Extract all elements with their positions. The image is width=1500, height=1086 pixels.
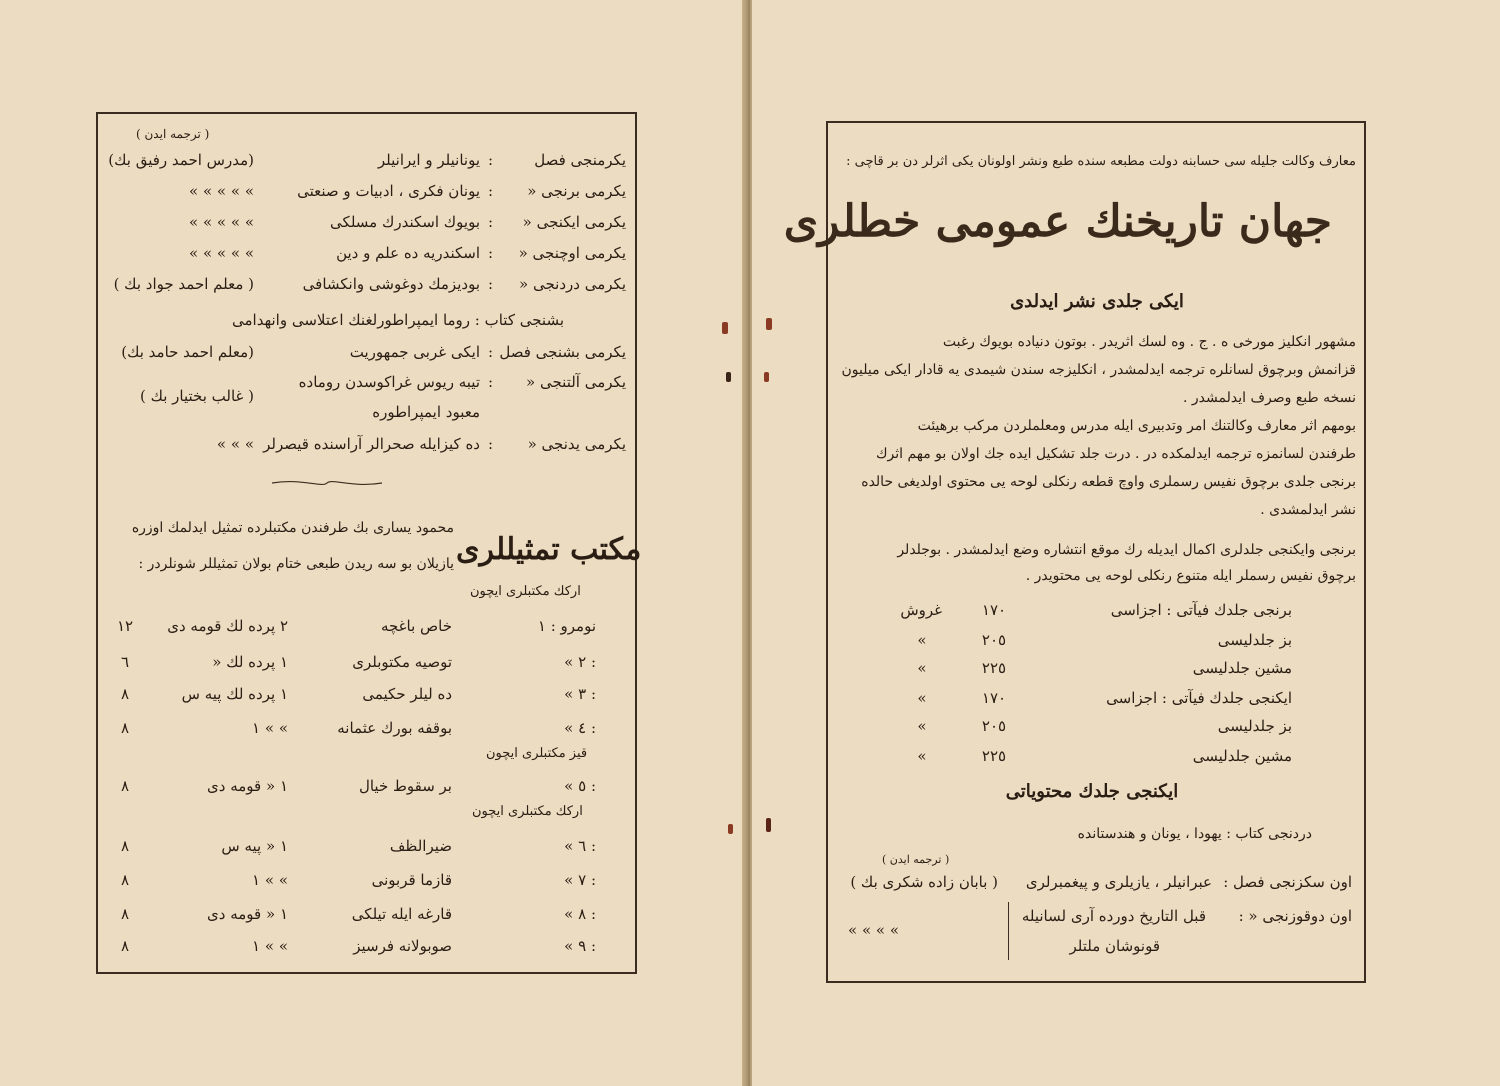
play-number: « ٣ :: [564, 685, 596, 703]
right-page: [752, 0, 1500, 1086]
play-price: ٨: [120, 719, 130, 737]
paragraph-line: برنجی جلدی برچوق نفیس رسملری واوچ قطعه رنکلی لوحه یی محتوی اولدیغی حالده: [861, 474, 1356, 490]
price-value: ٢٠٥: [981, 717, 1007, 735]
ch19-number: اون دوقوزنجی « :: [1238, 907, 1352, 925]
price-label: ایکنجی جلدك فیآتی : اجزاسی: [1106, 689, 1292, 707]
book-subtitle: ایکی جلدی نشر ایدلدی: [1010, 291, 1184, 312]
paragraph-line: بومهم اثر معارف وکالتنك امر وتدبیری ایله مدرس ومعلملردن مرکب برهیئت: [917, 418, 1356, 434]
play-number: « ٨ :: [564, 905, 596, 923]
play-number: « ٧ :: [564, 871, 596, 889]
play-number: « ٤ :: [564, 719, 596, 737]
ch19-title-line1: قبل التاریخ دورده آری لسانیله: [1021, 907, 1206, 925]
price-label: بز جلدلیسی: [1217, 631, 1292, 649]
play-number: نومرو : ١: [537, 617, 596, 635]
play-acts: ١ « قومه دی: [207, 777, 288, 795]
group-boys-label-2: ارکك مکتبلری ایچون: [472, 804, 583, 819]
price-value: ٢٢٥: [981, 747, 1007, 765]
chapter-number: یکرمی اوچنجی «: [518, 244, 626, 262]
paragraph-line: برنجی وایکنجی جلدلری اکمال ایدیله رك موقع انتشاره وضع ایدلمشدر . بوجلدلر: [897, 542, 1356, 558]
price-value: ١٧٠: [981, 689, 1007, 707]
chapter-title: یونانیلر و ایرانیلر: [377, 151, 480, 169]
chapter-translator: (مدرس احمد رفیق بك): [108, 151, 254, 169]
chapter-translator: « « « « «: [189, 244, 254, 262]
book5-line: بشنجی کتاب : روما ایمپراطورلغنك اعتلاسی وانهدامی: [232, 311, 565, 329]
intro-line-1: محمود یساری بك طرفندن مکتبلرده تمثیل ایدلمك اوزره: [131, 520, 454, 536]
chapter-title: بویوك اسکندرك مسلکی: [330, 213, 480, 231]
chapter-separator: :: [488, 373, 494, 391]
play-price: ٨: [120, 871, 130, 889]
paragraph-line: قزانمش وبرچوق لسانلره ترجمه ایدلمشدر ، انکلیزجه سندن شیمدی یه قادار ایکی میلیون: [841, 362, 1356, 378]
chapter-translator: « « « « «: [189, 213, 254, 231]
page-stain: [766, 318, 772, 330]
chapter-separator: :: [488, 435, 494, 453]
intro-line-2: یازیلان بو سه ریدن طبعی ختام بولان تمثیللر شونلردر :: [138, 556, 454, 572]
play-price: ٨: [120, 685, 130, 703]
group-girls-label: قیز مکتبلری ایچون: [486, 746, 588, 761]
ch18-number: اون سکزنجی فصل :: [1223, 873, 1352, 891]
chapter-title: بودیزمك دوغوشی وانکشافی: [302, 275, 480, 293]
chapter-number: یکرمی بشنجی فصل: [499, 343, 626, 361]
play-title: صوبولانه فرسیز: [353, 937, 452, 955]
price-label: مشین جلدلیسی: [1192, 659, 1292, 677]
chapter-title: ده کیزایله صحرالر آراسنده قیصرلر: [263, 435, 480, 453]
ch18-title: عبرانیلر ، یازیلری و پیغمبرلری: [1025, 873, 1212, 891]
play-price: ٨: [120, 905, 130, 923]
contents-title: ایکنجی جلدك محتویاتی: [1005, 781, 1179, 802]
price-unit: «: [917, 689, 927, 707]
play-acts: ٢ پرده لك قومه دی: [167, 617, 288, 635]
play-number: « ٥ :: [564, 777, 596, 795]
chapter-title: معبود ایمپراطوره: [372, 403, 480, 421]
chapter-number: یکرمنجی فصل: [534, 151, 626, 169]
page-stain: [726, 372, 731, 382]
chapter-translator: « « «: [216, 435, 254, 453]
book4-line: دردنجی کتاب : یهودا ، یونان و هندستانده: [1077, 826, 1312, 842]
chapter-separator: :: [488, 343, 494, 361]
chapter-translator: ( غالب بختیار بك ): [139, 387, 254, 405]
chapter-number: یکرمی آلتنجی «: [526, 373, 626, 391]
page-stain: [722, 322, 728, 334]
chapter-separator: :: [488, 275, 494, 293]
ch18-translator: ( بابان زاده شکری بك ): [850, 873, 998, 891]
play-price: ١٢: [116, 617, 134, 635]
chapter-separator: :: [488, 151, 494, 169]
paragraph-line: نشر ایدلمشدی .: [1260, 502, 1356, 518]
play-acts: ١ « «: [252, 937, 288, 955]
chapter-number: یکرمی دردنجی «: [519, 275, 626, 293]
play-title: ضیرالظف: [389, 837, 452, 855]
translator-header: ( ترجمه ایدن ): [136, 127, 210, 141]
group-boys-label: ارکك مکتبلری ایچون: [470, 584, 581, 599]
chapter-title: ایکی غربی جمهوریت: [349, 343, 480, 361]
play-number: « ٦ :: [564, 837, 596, 855]
translator-note: ( ترجمه ایدن ): [882, 853, 950, 866]
play-acts: ١ پرده لك پیه س: [181, 685, 288, 703]
paragraph-line: نسخه طبع وصرف ایدلمشدر .: [1183, 390, 1356, 406]
price-label: برنجی جلدك فیآتی : اجزاسی: [1110, 601, 1292, 619]
price-value: ٢٢٥: [981, 659, 1007, 677]
play-title: ده لیلر حکیمی: [362, 685, 452, 703]
price-unit: غروش: [900, 601, 942, 619]
school-plays-title: مکتب تمثیللری: [456, 532, 642, 567]
price-label: بز جلدلیسی: [1217, 717, 1292, 735]
play-acts: ١ « «: [252, 719, 288, 737]
book-title: جهان تاریخنك عمومی خطلری: [783, 196, 1332, 247]
chapter-separator: :: [488, 244, 494, 262]
play-title: خاص باغچه: [380, 617, 452, 635]
left-page: [0, 0, 745, 1086]
page-stain: [728, 824, 733, 834]
flourish-divider: [262, 478, 392, 488]
chapter-translator: ( معلم احمد جواد بك ): [113, 275, 254, 293]
chapter-number: یکرمی ایکنجی «: [522, 213, 626, 231]
chapter-translator: « « « « «: [189, 182, 254, 200]
price-unit: «: [917, 717, 927, 735]
chapter-separator: :: [488, 182, 494, 200]
play-number: « ٩ :: [564, 937, 596, 955]
bracket-line: [1008, 902, 1009, 960]
play-acts: ١ « «: [252, 871, 288, 889]
publisher-line: معارف وکالت جلیله سی حسابنه دولت مطبعه سنده طبع ونشر اولونان یکی اثرلر دن بر قاچی :: [846, 154, 1356, 169]
price-label: مشین جلدلیسی: [1192, 747, 1292, 765]
price-value: ٢٠٥: [981, 631, 1007, 649]
play-title: قارغه ایله تیلکی: [351, 905, 452, 923]
play-title: بر سقوط خیال: [358, 777, 452, 795]
price-unit: «: [917, 659, 927, 677]
ch19-translator: « « « «: [848, 921, 900, 939]
play-acts: ١ « پیه س: [221, 837, 288, 855]
chapter-number: یکرمی یدنجی «: [527, 435, 626, 453]
paragraph-line: طرفندن لسانمزه ترجمه ایدلمکده در . درت جلد تشکیل ایده جك اولان بو مهم اثرك: [875, 446, 1356, 462]
play-price: ٨: [120, 837, 130, 855]
play-title: قازما قربونی: [371, 871, 452, 889]
ch19-title-line2: قونوشان ملتلر: [1069, 937, 1160, 955]
page-stain: [764, 372, 769, 382]
chapter-title: یونان فکری ، ادبیات و صنعتی: [297, 182, 480, 200]
paragraph-line: برچوق نفیس رسملر ایله متنوع رنکلی لوحه یی محتویدر .: [1025, 568, 1356, 584]
play-price: ٨: [120, 777, 130, 795]
price-unit: «: [917, 631, 927, 649]
chapter-title: اسکندریه ده علم و دین: [336, 244, 480, 262]
price-value: ١٧٠: [981, 601, 1007, 619]
page-stain: [766, 818, 771, 832]
play-price: ٨: [120, 937, 130, 955]
price-unit: «: [917, 747, 927, 765]
chapter-title: تیبه ریوس غراکوسدن روماده: [298, 373, 480, 391]
play-acts: ١ « قومه دی: [207, 905, 288, 923]
play-acts: ١ پرده لك «: [212, 653, 288, 671]
play-number: « ٢ :: [564, 653, 596, 671]
play-title: توصیه مکتوبلری: [352, 653, 452, 671]
play-title: بوقفه بورك عثمانه: [337, 719, 452, 737]
play-price: ٦: [120, 653, 130, 671]
paragraph-line: مشهور انکلیز مورخی ه . ج . وه لسك اثریدر . بوتون دنیاده بویوك رغبت: [942, 334, 1356, 350]
chapter-number: یکرمی برنجی «: [527, 182, 626, 200]
chapter-separator: :: [488, 213, 494, 231]
chapter-translator: (معلم احمد حامد بك): [121, 343, 254, 361]
